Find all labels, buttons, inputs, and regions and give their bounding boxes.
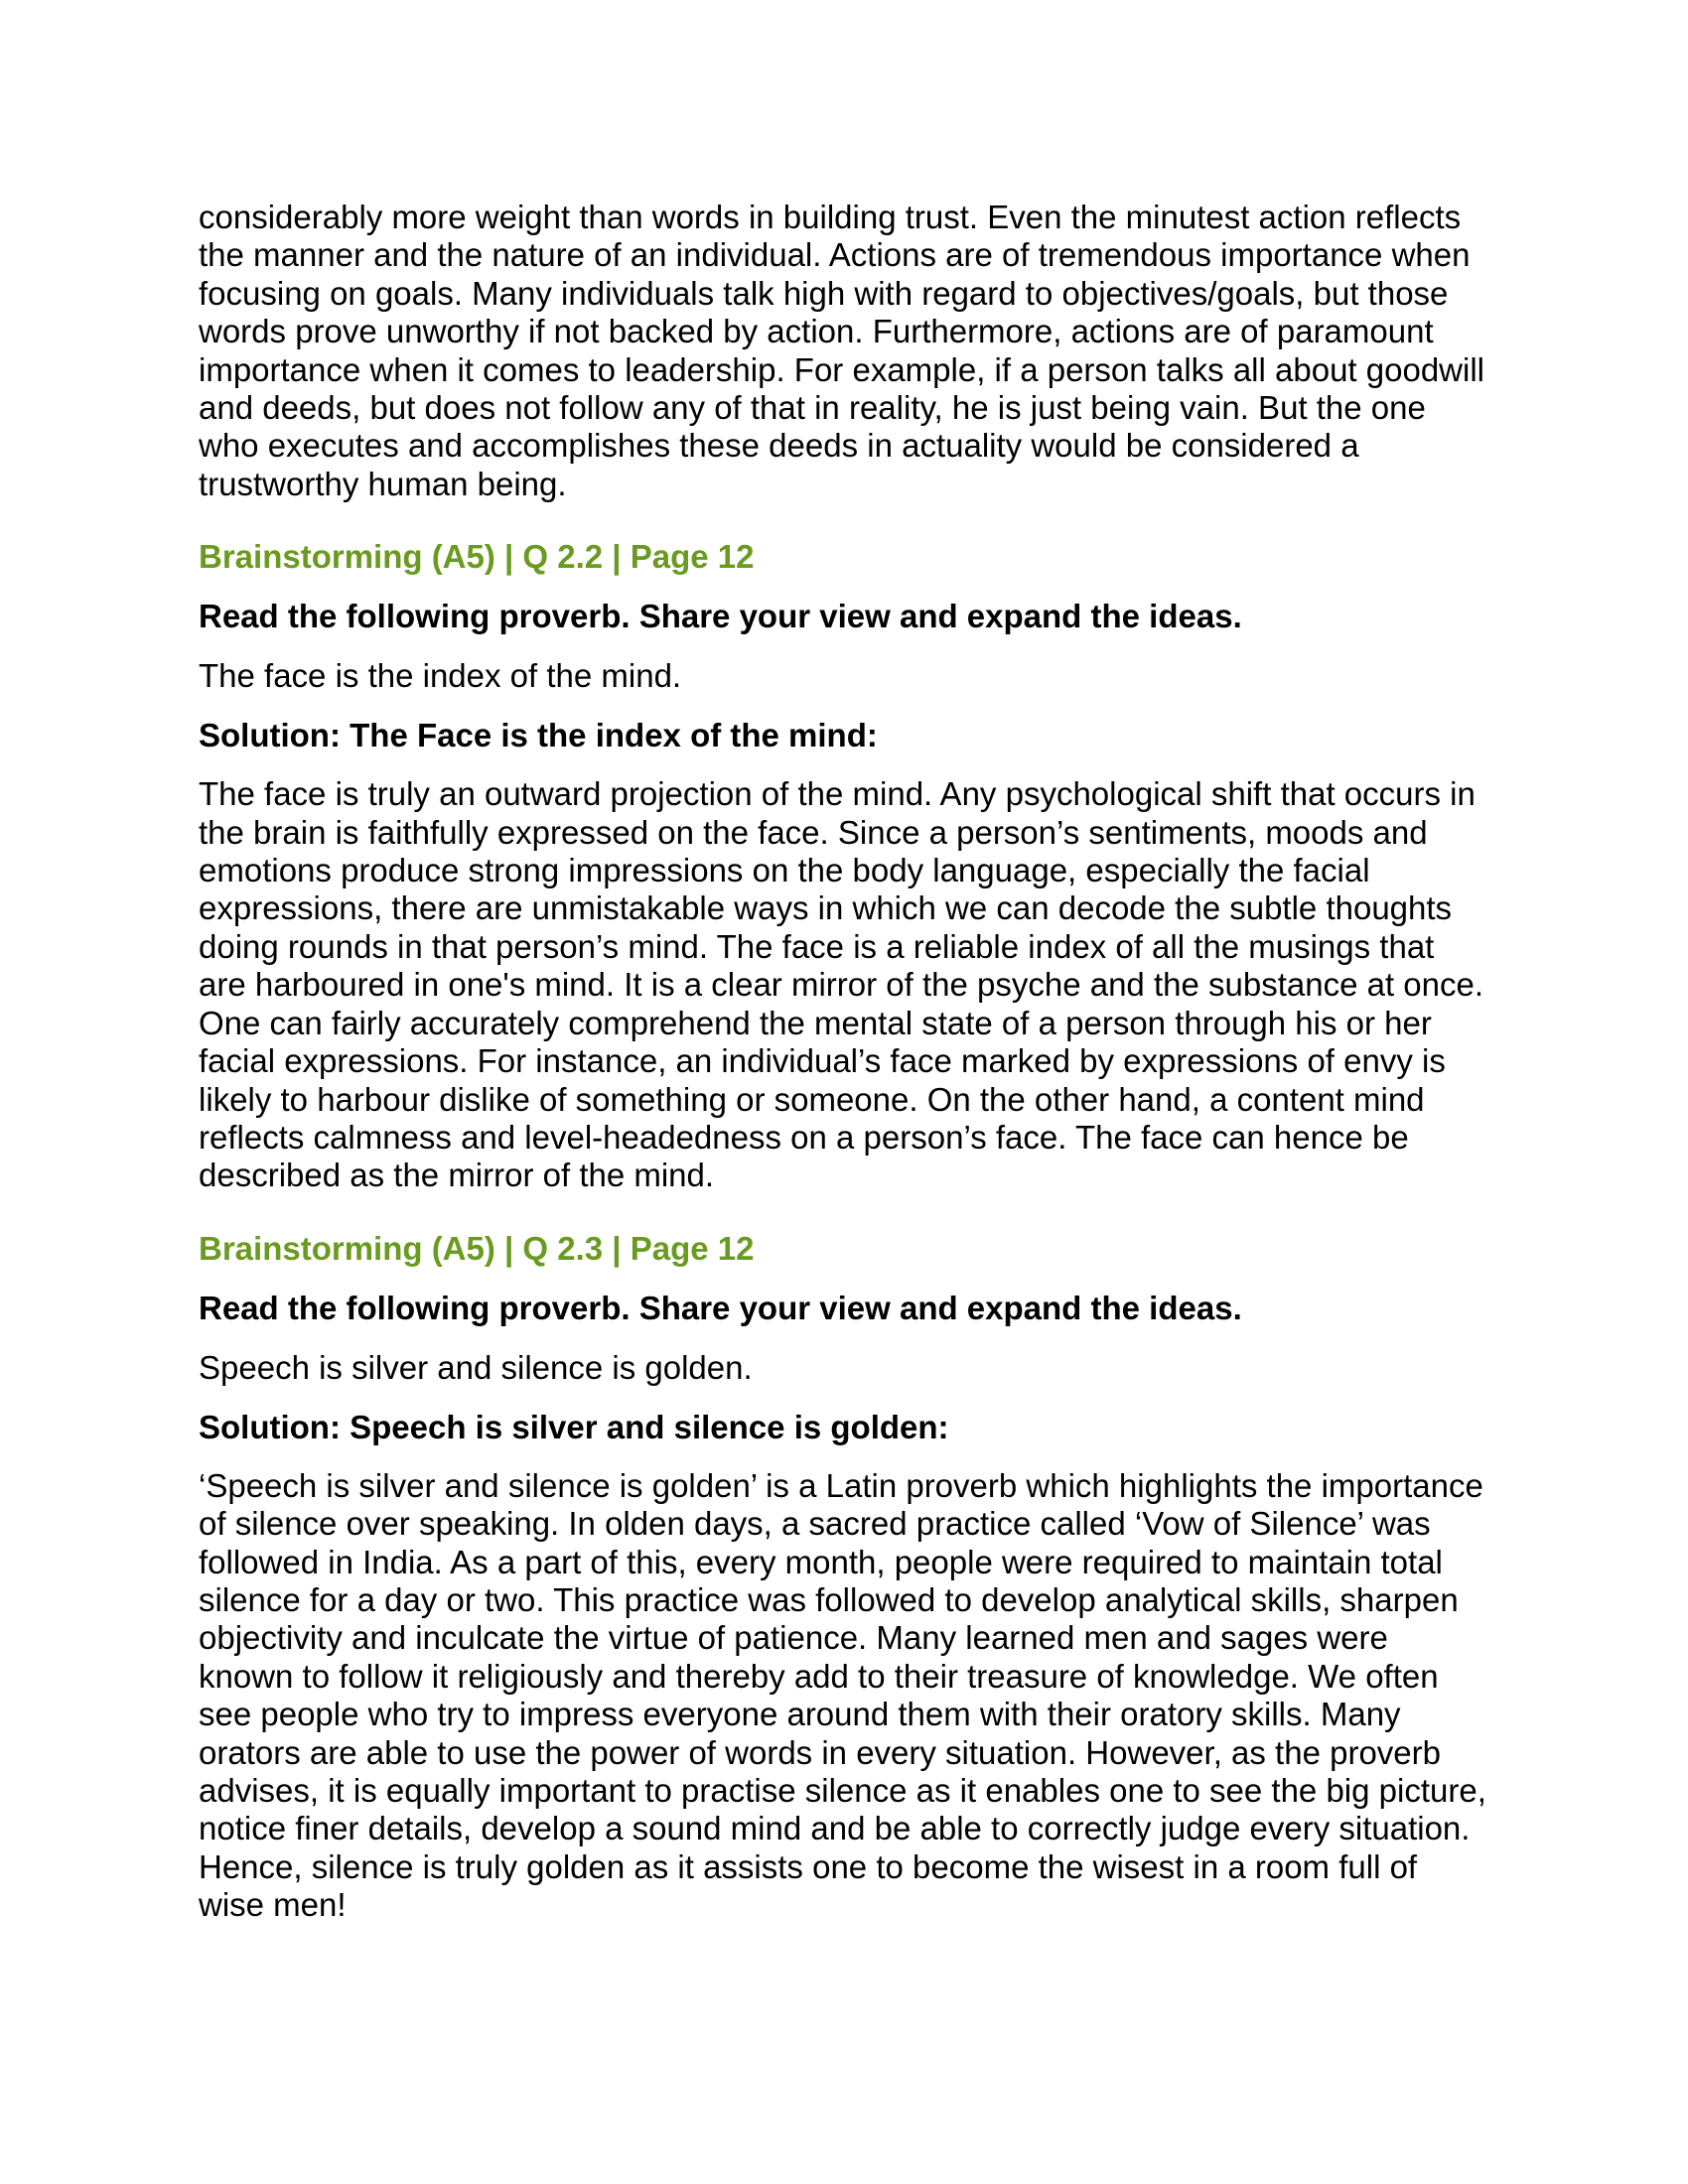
question-prompt: Read the following proverb. Share your view and expand the ideas. (199, 1289, 1242, 1326)
section-heading-q2-3: Brainstorming (A5) | Q 2.3 | Page 12 (199, 1229, 755, 1267)
question-prompt: Read the following proverb. Share your view and expand the ideas. (199, 598, 1242, 635)
proverb-text: Speech is silver and silence is golden. (199, 1348, 753, 1386)
document-page (199, 199, 1489, 1925)
solution-paragraph: ‘Speech is silver and silence is golden’ is a Latin proverb which highlights the importance of silence over speaking. In olden days, a sacred practice called ‘Vow of Silence’ was followed in India. As a part of this, every month, people were required to maintain total silence for a day or two. This practice was followed to develop analytical skills, sharpen objectivity and inculcate the virtue of patience. Many learned men and sages were known to follow it religiously and thereby add to their treasure of knowledge. We often see people who try to impress everyone around them with their oratory skills. Many orators are able to use the power of words in every situation. However, as the proverb advises, it is equally important to practise silence as it enables one to see the big picture, notice finer details, develop a sound mind and be able to correctly judge every situation. Hence, silence is truly golden as it assists one to become the wisest in a room full of wise men! (199, 1466, 1486, 1924)
section-heading-q2-2: Brainstorming (A5) | Q 2.2 | Page 12 (199, 538, 755, 576)
proverb-text: The face is the index of the mind. (199, 657, 682, 695)
solution-title: Solution: Speech is silver and silence is golden: (199, 1408, 949, 1445)
solution-paragraph: The face is truly an outward projection of the mind. Any psychological shift that occurs in the brain is faithfully expressed on the face. Since a person’s sentiments, moods and emotions produce strong impressions on the body language, especially the facial expressions, there are unmistakable ways in which we can decode the subtle thoughts doing rounds in that person’s mind. The face is a reliable index of all the musings that are harboured in one's mind. It is a clear mirror of the psyche and the substance at once. One can fairly accurately comprehend the mental state of a person through his or her facial expressions. For instance, an individual’s face marked by expressions of envy is likely to harbour dislike of something or someone. On the other hand, a content mind reflects calmness and level-headedness on a person’s face. The face can hence be described as the mirror of the mind. (199, 775, 1484, 1194)
solution-title: Solution: The Face is the index of the mind: (199, 717, 878, 754)
intro-paragraph: considerably more weight than words in building trust. Even the minutest action reflects the manner and the nature of an individual. Actions are of tremendous importance when focusing on goals. Many individuals talk high with regard to objectives/goals, but those words prove unworthy if not backed by action. Furthermore, actions are of paramount importance when it comes to leadership. For example, if a person talks all about goodwill and deeds, but does not follow any of that in reality, he is just being vain. But the one who executes and accomplishes these deeds in actuality would be considered a trustworthy human being. (199, 199, 1484, 502)
